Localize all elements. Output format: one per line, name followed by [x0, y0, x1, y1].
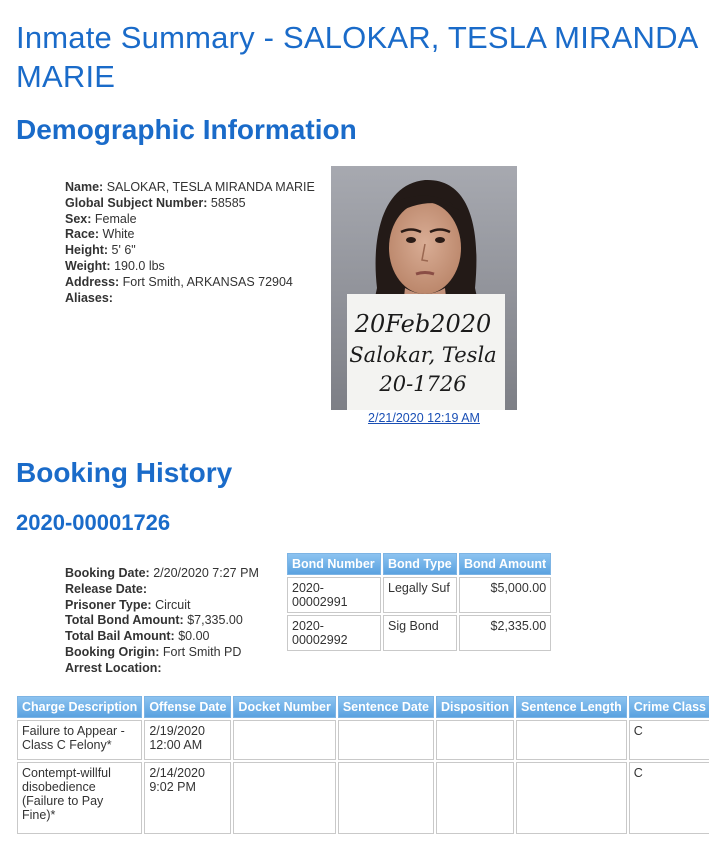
booking-origin-label: Booking Origin:: [65, 644, 160, 659]
booking-number: 2020-00001726: [16, 510, 171, 535]
offense-date-header: Offense Date: [144, 696, 231, 718]
bond-table: [285, 551, 553, 653]
booking-date-row: [65, 566, 259, 582]
total-bond-amount-row: [65, 613, 259, 629]
global-subject-number-value: 58585: [210, 195, 246, 210]
bond-number-cell: 2020-00002992: [287, 615, 381, 651]
booking-date-value: 2/20/2020 7:27 PM: [153, 566, 259, 580]
address-row: [65, 275, 315, 291]
weight-row: [65, 259, 315, 275]
sentence-date-cell: [338, 720, 434, 760]
name-row: [65, 180, 315, 196]
race-value: White: [102, 227, 135, 242]
bond-table-header-row: [287, 553, 551, 575]
sex-label: Sex:: [65, 211, 92, 226]
charges-table: [15, 694, 709, 836]
disposition-cell: [436, 720, 514, 760]
disposition-cell: [436, 762, 514, 834]
height-label: Height:: [65, 243, 109, 258]
right-eye: [435, 237, 445, 243]
demographic-details: [65, 180, 315, 306]
bond-number-header: Bond Number: [287, 553, 381, 575]
address-value: Fort Smith, ARKANSAS 72904: [122, 274, 293, 289]
sex-row: [65, 212, 315, 228]
total-bail-amount-label: Total Bail Amount:: [65, 629, 175, 644]
disposition-header: Disposition: [436, 696, 514, 718]
weight-value: 190.0 lbs: [114, 258, 165, 273]
sentence-length-cell: [516, 720, 627, 760]
sentence-length-header: Sentence Length: [516, 696, 627, 718]
booking-history-heading: Booking History: [16, 457, 233, 488]
bond-amount-cell: $2,335.00: [459, 615, 551, 651]
address-label: Address:: [65, 274, 120, 289]
charges-table-header-row: [17, 696, 709, 718]
table-row: [287, 577, 551, 613]
bond-type-cell: Legally Suf: [383, 577, 457, 613]
sentence-date-header: Sentence Date: [338, 696, 434, 718]
page-title: Inmate Summary - SALOKAR, TESLA MIRANDA MARIE: [16, 20, 697, 94]
release-date-row: [65, 582, 259, 598]
prisoner-type-value: Circuit: [155, 597, 191, 612]
sex-value: Female: [94, 211, 137, 226]
height-value: 5' 6": [111, 243, 136, 258]
sign-booking-text: 20-1726: [379, 372, 467, 396]
crime-class-header: Crime Class: [629, 696, 709, 718]
race-row: [65, 227, 315, 243]
sentence-length-cell: [516, 762, 627, 834]
bond-type-cell: Sig Bond: [383, 615, 457, 651]
mugshot-photo: [331, 166, 517, 410]
height-row: [65, 243, 315, 259]
bond-number-cell: 2020-00002991: [287, 577, 381, 613]
docket-number-cell: [233, 762, 335, 834]
aliases-label: Aliases:: [65, 290, 113, 305]
bond-amount-header: Bond Amount: [459, 553, 551, 575]
booking-origin-value: Fort Smith PD: [162, 644, 242, 659]
crime-class-cell: C: [629, 762, 709, 834]
total-bond-amount-value: $7,335.00: [187, 613, 243, 628]
race-label: Race:: [65, 227, 100, 242]
booking-origin-row: [65, 645, 259, 661]
bond-type-header: Bond Type: [383, 553, 457, 575]
total-bail-amount-row: [65, 629, 259, 645]
aliases-row: [65, 291, 315, 307]
arrest-location-label: Arrest Location:: [65, 660, 162, 675]
demographic-heading: Demographic Information: [16, 114, 357, 145]
name-value: SALOKAR, TESLA MIRANDA MARIE: [106, 180, 315, 194]
global-subject-number-row: [65, 196, 315, 212]
arrest-location-row: [65, 661, 259, 677]
charges-table-container: [15, 694, 709, 844]
weight-label: Weight:: [65, 258, 111, 273]
sentence-date-cell: [338, 762, 434, 834]
table-row: [287, 615, 551, 651]
total-bond-amount-label: Total Bond Amount:: [65, 613, 184, 628]
docket-number-cell: [233, 720, 335, 760]
mugshot-image: [331, 166, 517, 410]
prisoner-type-row: [65, 598, 259, 614]
total-bail-amount-value: $0.00: [178, 629, 210, 644]
mouth: [416, 273, 434, 275]
global-subject-number-label: Global Subject Number:: [65, 195, 208, 210]
table-row: [17, 762, 709, 834]
left-eye: [406, 237, 416, 243]
charge-description-cell: Failure to Appear - Class C Felony*: [17, 720, 142, 760]
bond-amount-cell: $5,000.00: [459, 577, 551, 613]
offense-date-cell: 2/14/2020 9:02 PM: [144, 762, 231, 834]
charge-description-cell: Contempt-willful disobedience (Failure to Pay Fine)*: [17, 762, 142, 834]
sign-name-text: Salokar, Tesla: [349, 343, 497, 367]
offense-date-cell: 2/19/2020 12:00 AM: [144, 720, 231, 760]
release-date-label: Release Date:: [65, 581, 147, 596]
prisoner-type-label: Prisoner Type:: [65, 597, 152, 612]
crime-class-cell: C: [629, 720, 709, 760]
table-row: [17, 720, 709, 760]
charge-description-header: Charge Description: [17, 696, 142, 718]
booking-date-label: Booking Date:: [65, 566, 150, 580]
name-label: Name:: [65, 180, 104, 194]
docket-number-header: Docket Number: [233, 696, 335, 718]
photo-date-link[interactable]: 2/21/2020 12:19 AM: [368, 411, 480, 425]
sign-date-text: 20Feb2020: [354, 310, 492, 338]
booking-details: [65, 566, 259, 677]
